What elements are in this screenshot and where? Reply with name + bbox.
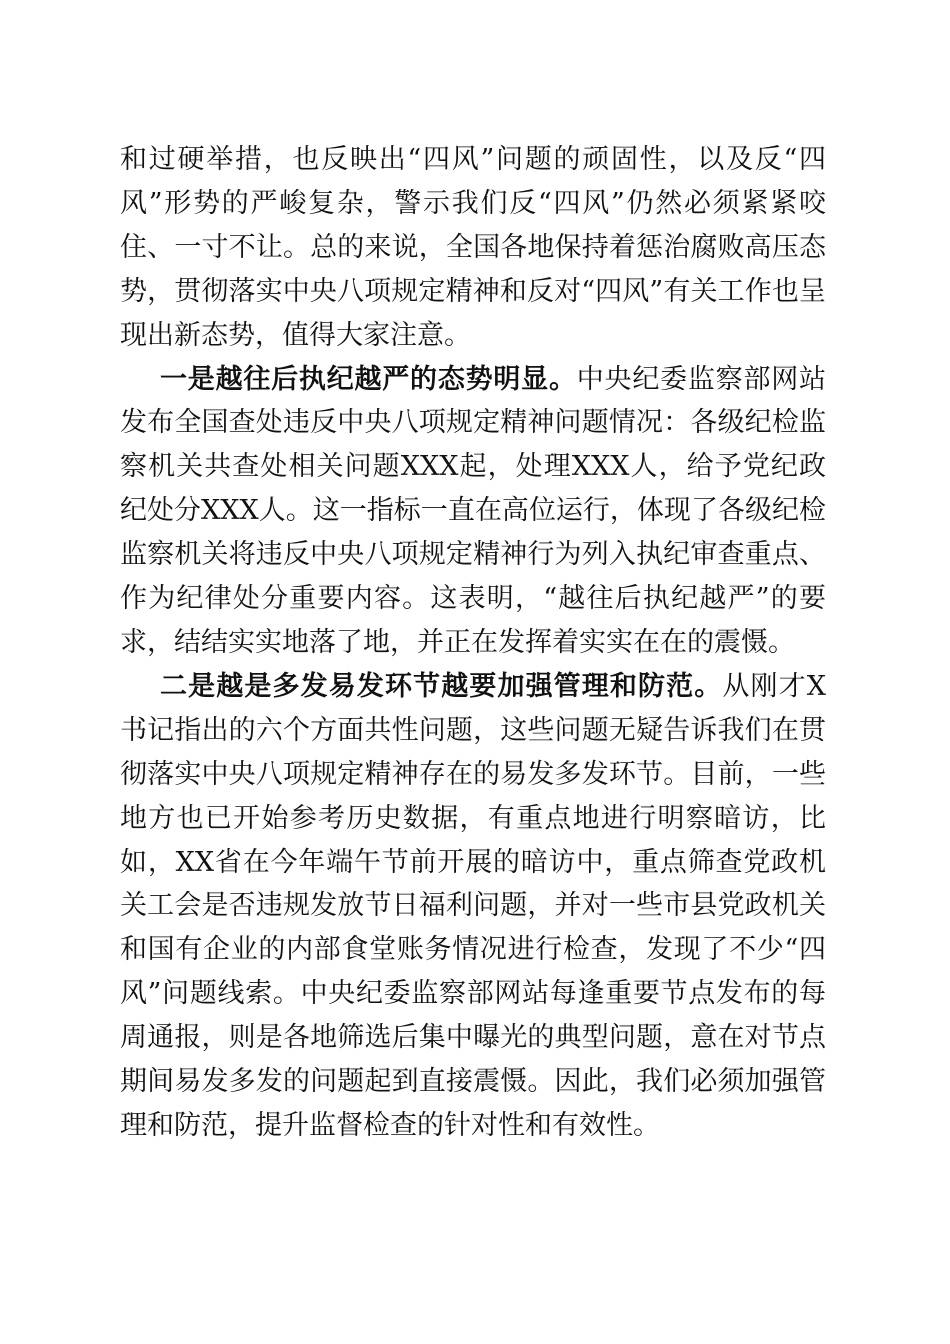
paragraph-point-two (120, 665, 826, 1148)
document-page (120, 138, 826, 1148)
paragraph-continuation (120, 138, 826, 358)
paragraph-text: 从刚才X书记指出的六个方面共性问题，这些问题无疑告诉我们在贯彻落实中央八项规定精神存在的易发多发环节。目前，一些地方也已开始参考历史数据，有重点地进行明察暗访，比如，XX省在今年端午节前开展的暗访中，重点筛查党政机关工会是否违规发放节日福利问题，并对一些市县党政机关和国有企业的内部食堂账务情况进行检查，发现了不少“四风”问题线索。中央纪委监察部网站每逢重要节点发布的每周通报，则是各地筛选后集中曝光的典型问题，意在对节点期间易发多发的问题起到直接震慑。因此，我们必须加强管理和防范，提升监督检查的针对性和有效性。 (120, 670, 826, 1141)
paragraph-text: 和过硬举措，也反映出“四风”问题的顽固性，以及反“四风”形势的严峻复杂，警示我们反“四风”仍然必须紧紧咬住、一寸不让。总的来说，全国各地保持着惩治腐败高压态势，贯彻落实中央八项规定精神和反对“四风”有关工作也呈现出新态势，值得大家注意。 (120, 144, 826, 351)
paragraph-text: 中央纪委监察部网站发布全国查处违反中央八项规定精神问题情况：各级纪检监察机关共查处相关问题XXX起，处理XXX人，给予党纪政纪处分XXX人。这一指标一直在高位运行，体现了各级纪检监察机关将违反中央八项规定精神行为列入执纪审查重点、作为纪律处分重要内容。这表明，“越往后执纪越严”的要求，结结实实地落了地，并正在发挥着实实在在的震慑。 (120, 363, 827, 658)
paragraph-lead: 一是越往后执纪越严的态势明显。 (160, 363, 577, 395)
paragraph-point-one (120, 358, 826, 665)
paragraph-lead: 二是越是多发易发环节越要加强管理和防范。 (160, 670, 723, 702)
